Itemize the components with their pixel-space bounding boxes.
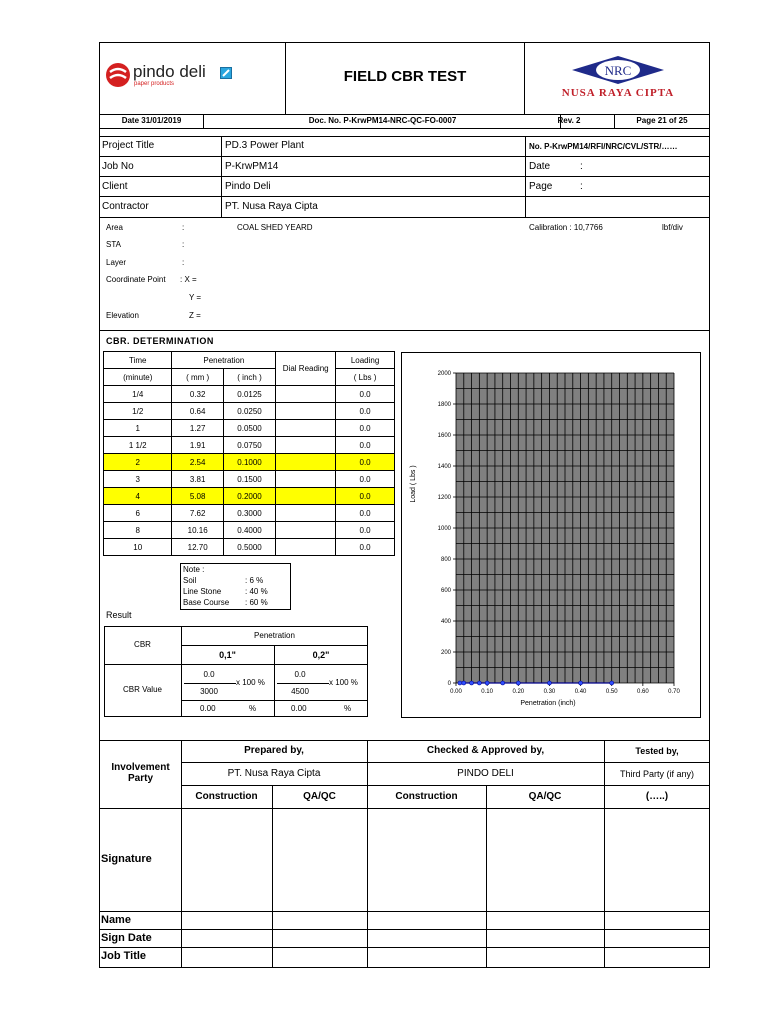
chart-x-axis-label: Penetration (inch) (520, 700, 576, 707)
cbr-p1-multiplier: x 100 % (236, 678, 265, 687)
coordinate-y: Y = (189, 293, 202, 302)
th-dial-reading: Dial Reading (276, 352, 336, 386)
th-minute: (minute) (104, 369, 172, 386)
cbr-cell-time: 10 (104, 539, 172, 556)
nrc-logo-mark (570, 54, 666, 86)
chart-y-tick-label: 1800 (437, 402, 451, 408)
note-base-course-value: : 60 % (245, 598, 268, 607)
coordinate-z: Z = (189, 311, 201, 320)
cbr-row (104, 420, 395, 437)
nrc-logo-text: NUSA RAYA CIPTA (561, 87, 675, 99)
job-title-label: Job Title (101, 950, 147, 962)
chart-y-tick-label: 1000 (437, 526, 451, 532)
sta-label: STA (106, 240, 121, 249)
chart-x-tick-label: 0.20 (512, 689, 525, 695)
header-rev: Rev. 2 (557, 116, 581, 125)
chart-data-point (547, 681, 551, 685)
chart-x-tick-label: 0.70 (668, 689, 680, 695)
coordinate-label: Coordinate Point (106, 275, 166, 284)
date-colon: : (580, 161, 583, 172)
cbr-determination-table (103, 351, 395, 556)
checked-by-label: Checked & Approved by, (426, 745, 545, 756)
cbr-cell-time: 1/2 (104, 403, 172, 420)
name-label: Name (101, 914, 131, 926)
chart-y-tick-label: 0 (447, 681, 451, 687)
involvement-party-label: Involvement Party (111, 762, 170, 784)
cbr-cell-dial (276, 454, 336, 471)
chart-data-point (485, 681, 489, 685)
cbr-cell-dial (276, 403, 336, 420)
cbr-cell-load: 0.0 (336, 539, 395, 556)
result-penetration-header: Penetration (254, 631, 295, 640)
cbr-p1-numerator: 0.0 (203, 670, 215, 679)
th-penetration: Penetration (172, 352, 276, 369)
checked-qaqc: QA/QC (528, 791, 562, 802)
job-no-label: Job No (102, 161, 134, 172)
checked-company: PINDO DELI (457, 768, 514, 779)
project-title-label: Project Title (102, 140, 155, 151)
chart-y-tick-label: 1400 (437, 464, 451, 470)
cbr-cell-load: 0.0 (336, 488, 395, 505)
cbr-cell-time: 8 (104, 522, 172, 539)
chart-y-axis-label: Load ( Lbs ) (410, 465, 417, 503)
note-line-stone-value: : 40 % (245, 587, 268, 596)
prepared-by-label: Prepared by, (244, 745, 304, 756)
cbr-cell-dial (276, 420, 336, 437)
cbr-p2-denominator: 4500 (291, 687, 309, 696)
pindo-deli-logo-mark (105, 62, 131, 88)
note-box (180, 563, 291, 610)
result-label: Result (106, 610, 132, 620)
sta-colon: : (182, 240, 185, 249)
cbr-cell-dial (276, 505, 336, 522)
cbr-cell-mm: 2.54 (172, 454, 223, 471)
job-no-value: P-KrwPM14 (225, 161, 279, 172)
cbr-row (104, 403, 395, 420)
cbr-cell-time: 4 (104, 488, 172, 505)
header-doc-no: Doc. No. P-KrwPM14-NRC-QC-FO-0007 (308, 116, 457, 125)
cbr-cell-time: 3 (104, 471, 172, 488)
contractor-value: PT. Nusa Raya Cipta (225, 201, 318, 212)
cbr-cell-dial (276, 386, 336, 403)
area-label: Area (106, 223, 123, 232)
cbr-cell-mm: 5.08 (172, 488, 223, 505)
cbr-cell-mm: 0.32 (172, 386, 223, 403)
cbr-row (104, 505, 395, 522)
page-label: Page (529, 181, 553, 192)
prepared-construction: Construction (195, 791, 258, 802)
cbr-cell-load: 0.0 (336, 522, 395, 539)
cbr-row (104, 386, 395, 403)
cbr-value-label: CBR Value (123, 685, 162, 694)
cbr-cell-inch: 0.3000 (223, 505, 275, 522)
nrc-logo-letters: NRC (604, 63, 632, 78)
pindo-deli-logo-subtext: paper products (134, 81, 175, 87)
chart-data-point (477, 681, 481, 685)
chart-y-tick-label: 400 (440, 619, 451, 625)
rfi-number: No. P-KrwPM14/RFI/NRC/CVL/STR/…… (529, 142, 678, 151)
area-colon: : (182, 223, 185, 232)
page-colon: : (580, 181, 583, 192)
cbr-cell-dial (276, 437, 336, 454)
th-inch: ( inch ) (223, 369, 275, 386)
cbr-cell-inch: 0.2000 (223, 488, 275, 505)
cbr-cell-load: 0.0 (336, 471, 395, 488)
cbr-cell-inch: 0.4000 (223, 522, 275, 539)
chart-y-tick-label: 800 (440, 557, 451, 563)
cbr-cell-dial (276, 488, 336, 505)
chart-x-tick-label: 0.10 (481, 689, 493, 695)
cbr-cell-time: 2 (104, 454, 172, 471)
coordinate-x: : X = (180, 275, 197, 284)
cbr-cell-inch: 0.1500 (223, 471, 275, 488)
cbr-cell-load: 0.0 (336, 437, 395, 454)
th-mm: ( mm ) (172, 369, 223, 386)
chart-x-tick-label: 0.30 (543, 689, 556, 695)
chart-data-point (610, 681, 614, 685)
chart-y-tick-label: 2000 (437, 371, 451, 377)
cbr-cell-inch: 0.0750 (223, 437, 275, 454)
th-time: Time (104, 352, 172, 369)
cbr-row (104, 471, 395, 488)
cbr-cell-mm: 12.70 (172, 539, 223, 556)
chart-data-point (470, 681, 474, 685)
chart-x-tick-label: 0.50 (605, 689, 618, 695)
cbr-cell-inch: 0.5000 (223, 539, 275, 556)
cbr-cell-load: 0.0 (336, 420, 395, 437)
cbr-p2-pct: % (344, 704, 352, 713)
chart-y-tick-label: 1600 (437, 433, 451, 439)
calibration-unit: lbf/div (662, 223, 683, 232)
chart-data-point (458, 681, 462, 685)
cbr-row (104, 488, 395, 505)
cbr-row (104, 437, 395, 454)
chart-y-tick-label: 200 (440, 650, 451, 656)
cbr-cell-inch: 0.0250 (223, 403, 275, 420)
chart-y-tick-label: 1200 (437, 495, 451, 501)
client-label: Client (102, 181, 128, 192)
brand-square-icon (220, 67, 232, 79)
cbr-cell-inch: 0.1000 (223, 454, 275, 471)
tested-by-label: Tested by, (635, 746, 679, 756)
result-cbr-header: CBR (134, 640, 151, 649)
tested-company: Third Party (if any) (619, 769, 695, 779)
cbr-row (104, 539, 395, 556)
prepared-qaqc: QA/QC (303, 791, 336, 802)
cbr-p2-multiplier: x 100 % (329, 678, 358, 687)
cbr-cell-mm: 1.27 (172, 420, 223, 437)
pindo-deli-logo-text: pindo deli (133, 62, 206, 81)
project-title-value: PD.3 Power Plant (225, 140, 304, 151)
cbr-p1-denominator: 3000 (200, 687, 218, 696)
cbr-cell-load: 0.0 (336, 454, 395, 471)
cbr-cell-mm: 1.91 (172, 437, 223, 454)
sign-date-label: Sign Date (101, 932, 152, 944)
cbr-cell-mm: 3.81 (172, 471, 223, 488)
cbr-cell-time: 1/4 (104, 386, 172, 403)
checked-construction: Construction (395, 791, 458, 802)
pindo-deli-logo (105, 60, 233, 92)
cbr-cell-time: 1 (104, 420, 172, 437)
cbr-row (104, 522, 395, 539)
cbr-p2-numerator: 0.0 (294, 670, 306, 679)
cbr-section-title: CBR. DETERMINATION (106, 336, 214, 346)
cbr-cell-dial (276, 471, 336, 488)
header-date: Date 31/01/2019 (121, 116, 182, 125)
cbr-p2-result: 0.00 (291, 704, 307, 713)
chart-x-tick-label: 0.40 (574, 689, 587, 695)
tested-dots: (…..) (645, 791, 669, 802)
prepared-company: PT. Nusa Raya Cipta (227, 768, 321, 779)
cbr-cell-dial (276, 539, 336, 556)
cbr-cell-load: 0.0 (336, 403, 395, 420)
cbr-cell-load: 0.0 (336, 505, 395, 522)
result-p2-header: 0,2" (312, 650, 330, 660)
cbr-cell-inch: 0.0125 (223, 386, 275, 403)
th-loading: Loading (336, 352, 395, 369)
cbr-cell-load: 0.0 (336, 386, 395, 403)
chart-grid (456, 373, 674, 683)
note-line-stone-label: Line Stone (183, 587, 222, 596)
note-soil-value: : 6 % (245, 576, 264, 585)
cbr-cell-mm: 10.16 (172, 522, 223, 539)
signature-label: Signature (101, 853, 152, 865)
elevation-label: Elevation (106, 311, 139, 320)
cbr-cell-mm: 0.64 (172, 403, 223, 420)
result-p1-header: 0,1" (219, 650, 236, 660)
chart-data-point (462, 681, 466, 685)
chart-x-tick-label: 0.00 (450, 689, 462, 695)
note-base-course-label: Base Course (183, 598, 230, 607)
chart-data-point (579, 681, 583, 685)
cbr-p1-pct: % (249, 704, 257, 713)
contractor-label: Contractor (102, 201, 149, 212)
cbr-row (104, 454, 395, 471)
date-label: Date (529, 161, 551, 172)
cbr-cell-dial (276, 522, 336, 539)
cbr-cell-time: 6 (104, 505, 172, 522)
th-lbs: ( Lbs ) (336, 369, 395, 386)
note-title: Note : (183, 565, 205, 574)
chart-x-tick-label: 0.60 (637, 689, 649, 695)
nrc-logo (543, 54, 693, 102)
header-page: Page 21 of 25 (636, 116, 688, 125)
cbr-cell-mm: 7.62 (172, 505, 223, 522)
cbr-cell-inch: 0.0500 (223, 420, 275, 437)
form-title: FIELD CBR TEST (343, 68, 467, 85)
calibration-value: Calibration : 10,7766 (529, 223, 603, 232)
chart-data-point (516, 681, 520, 685)
load-penetration-chart (401, 352, 701, 718)
cbr-p1-result: 0.00 (200, 704, 216, 713)
layer-colon: : (182, 258, 185, 267)
layer-label: Layer (106, 258, 127, 267)
note-soil-label: Soil (183, 576, 197, 585)
client-value: Pindo Deli (225, 181, 271, 192)
cbr-cell-time: 1 1/2 (104, 437, 172, 454)
area-value: COAL SHED YEARD (237, 223, 313, 232)
chart-data-point (501, 681, 505, 685)
chart-y-tick-label: 600 (440, 588, 451, 594)
